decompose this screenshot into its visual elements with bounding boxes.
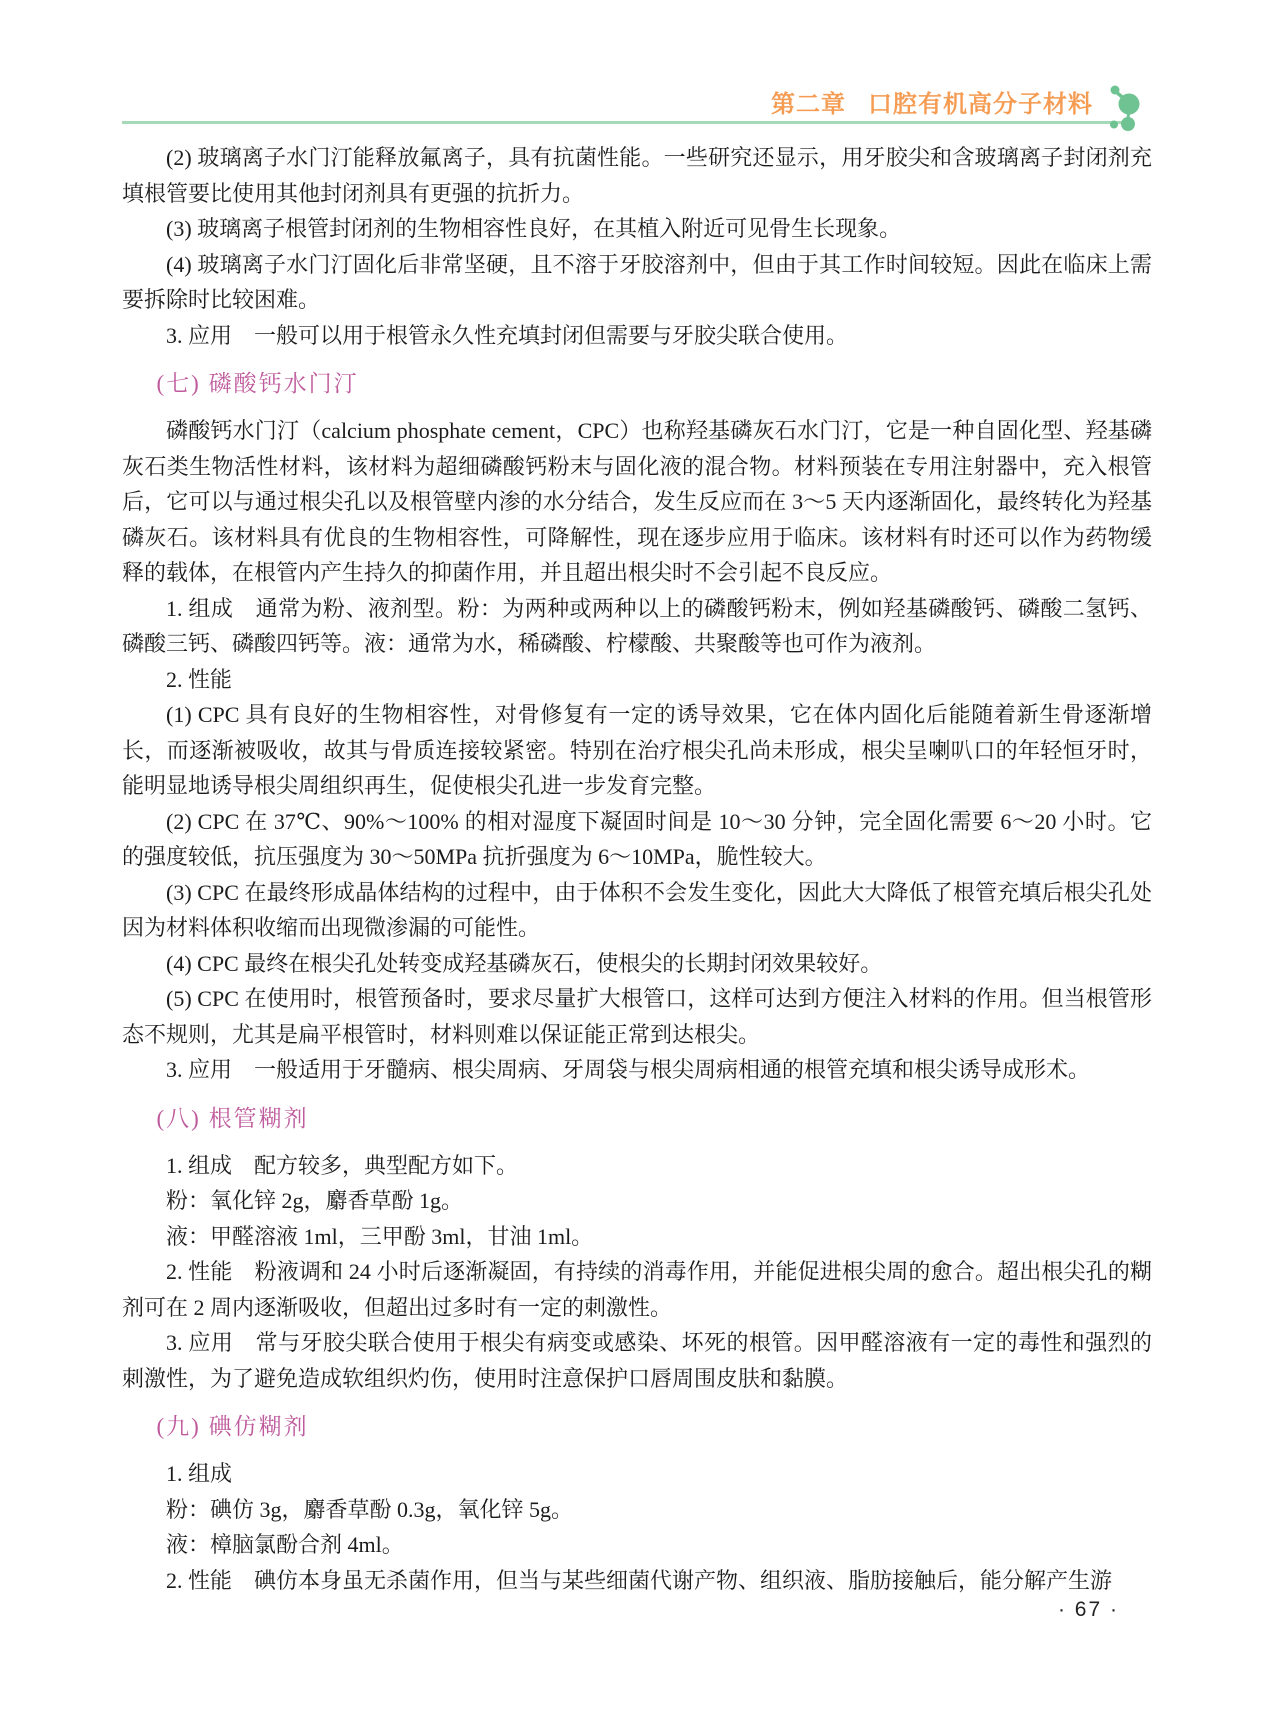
paragraph: 1. 组成 配方较多，典型配方如下。 [166, 1152, 519, 1178]
paragraph: 2. 性能 [166, 666, 233, 692]
header-rule [122, 121, 1134, 124]
page-number: · 67 · [1057, 1598, 1119, 1621]
running-head [771, 84, 1093, 119]
paragraph: 1. 组成 通常为粉、液剂型。粉：为两种或两种以上的磷酸钙粉末，例如羟基磷酸钙、磷酸二氢钙、磷酸三钙、磷酸四钙等。液：通常为水，稀磷酸、柠檬酸、共聚酸等也可作为液剂。 [122, 595, 1152, 656]
paragraph: (5) CPC 在使用时，根管预备时，要求尽量扩大根管口，这样可达到方便注入材料的作用。但当根管形态不规则，尤其是扁平根管时，材料则难以保证能正常到达根尖。 [122, 986, 1152, 1047]
paragraph: (3) CPC 在最终形成晶体结构的过程中，由于体积不会发生变化，因此大大降低了根管充填后根尖孔处因为材料体积收缩而出现微渗漏的可能性。 [122, 879, 1152, 940]
section-heading: (九) 碘仿糊剂 [156, 1414, 309, 1439]
paragraph: 2. 性能 碘仿本身虽无杀菌作用，但当与某些细菌代谢产物、组织液、脂肪接触后，能分解产生游 [166, 1567, 1113, 1593]
paragraph: (4) 玻璃离子水门汀固化后非常坚硬，且不溶于牙胶溶剂中，但由于其工作时间较短。因此在临床上需要拆除时比较困难。 [122, 251, 1152, 312]
paragraph: 3. 应用 常与牙胶尖联合使用于根尖有病变或感染、坏死的根管。因甲醛溶液有一定的毒性和强烈的刺激性，为了避免造成软组织灼伤，使用时注意保护口唇周围皮肤和黏膜。 [122, 1330, 1152, 1391]
section-heading: (八) 根管糊剂 [156, 1105, 309, 1131]
paragraph: 3. 应用 一般可以用于根管永久性充填封闭但需要与牙胶尖联合使用。 [166, 322, 849, 348]
paragraph: 粉：氧化锌 2g，麝香草酚 1g。 [166, 1188, 464, 1213]
paragraph: (2) CPC 在 37℃、90%～100% 的相对湿度下凝固时间是 10～30 分钟，完全固化需要 6～20 小时。它的强度较低，抗压强度为 30～50MPa 抗折强度为 6～10MPa，脆性较大。 [122, 808, 1152, 869]
paragraph: 粉：碘仿 3g，麝香草酚 0.3g，氧化锌 5g。 [166, 1496, 574, 1522]
chapter-label: 第二章 [771, 91, 846, 118]
paragraph: 3. 应用 一般适用于牙髓病、根尖周病、牙周袋与根尖周病相通的根管充填和根尖诱导成形术。 [166, 1057, 1091, 1082]
paragraph: (1) CPC 具有良好的生物相容性，对骨修复有一定的诱导效果，它在体内固化后能随着新生骨逐渐增长，而逐渐被吸收，故其与骨质连接较紧密。特别在治疗根尖孔尚未形成，根尖呈喇叭口的年轻恒牙时，能明显地诱导根尖周组织再生，促使根尖孔进一步发育完整。 [122, 702, 1152, 798]
paragraph: 1. 组成 [166, 1461, 233, 1486]
paragraph: 2. 性能 粉液调和 24 小时后逐渐凝固，有持续的消毒作用，并能促进根尖周的愈合。超出根尖孔的糊剂可在 2 周内逐渐吸收，但超出过多时有一定的刺激性。 [122, 1259, 1152, 1320]
paragraph: 液：樟脑氯酚合剂 4ml。 [166, 1532, 404, 1557]
section-heading: (七) 磷酸钙水门汀 [156, 371, 359, 396]
molecule-icon [1098, 80, 1150, 138]
paragraph: 液：甲醛溶液 1ml，三甲酚 3ml，甘油 1ml。 [166, 1223, 594, 1249]
paragraph: (3) 玻璃离子根管封闭剂的生物相容性良好，在其植入附近可见骨生长现象。 [166, 216, 902, 241]
page-content [122, 140, 1152, 1598]
paragraph: 磷酸钙水门汀（calcium phosphate cement，CPC）也称羟基磷灰石水门汀，它是一种自固化型、羟基磷灰石类生物活性材料，该材料为超细磷酸钙粉末与固化液的混合物。材料预装在专用注射器中，充入根管后，它可以与通过根尖孔以及根管壁内渗的水分结合，发生反应而在 3～5 天内逐渐固化，最终转化为羟基磷灰石。该材料具有优良的生物相容性，可降解性，现在逐步应用于临床。该材料有时还可以作为药物缓释的载体，在根管内产生持久的抑菌作用，并且超出根尖时不会引起不良反应。 [122, 418, 1152, 585]
chapter-title: 口腔有机高分子材料 [868, 91, 1093, 118]
paragraph: (4) CPC 最终在根尖孔处转变成羟基磷灰石，使根尖的长期封闭效果较好。 [166, 950, 883, 976]
paragraph: (2) 玻璃离子水门汀能释放氟离子，具有抗菌性能。一些研究还显示，用牙胶尖和含玻璃离子封闭剂充填根管要比使用其他封闭剂具有更强的抗折力。 [122, 145, 1152, 206]
